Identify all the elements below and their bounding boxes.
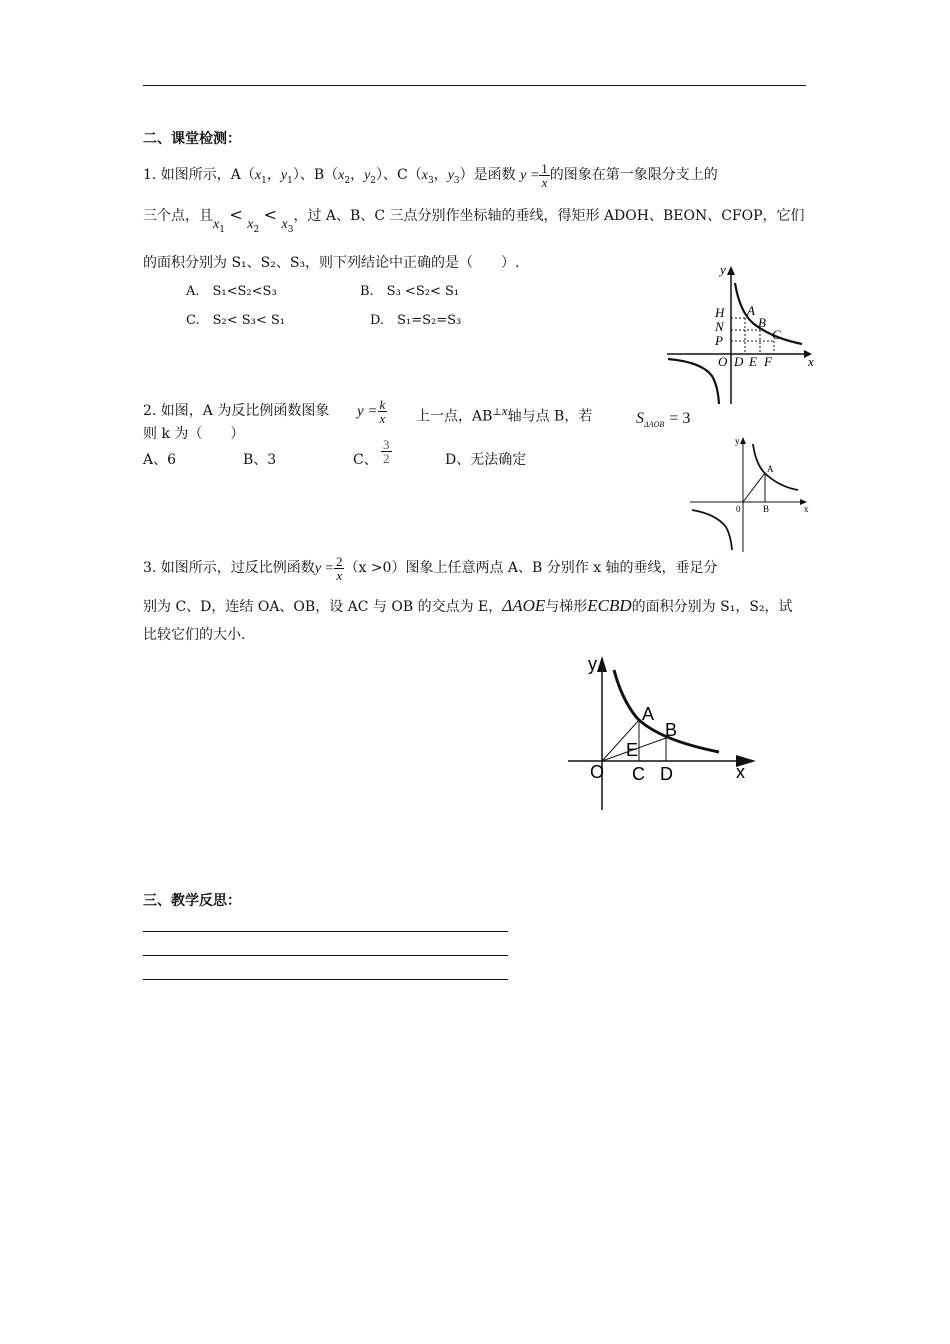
- q1-x3-sub: 3: [427, 175, 434, 186]
- q2-area-sub: ΔAOB: [644, 420, 665, 430]
- q3-label-y: y: [588, 654, 597, 674]
- q1-intro: 1. 如图所示，A（: [143, 167, 255, 183]
- reflection-line-1[interactable]: [143, 931, 508, 932]
- q1-label-d: D: [734, 354, 744, 369]
- q2-option-d: D、无法确定: [445, 452, 527, 468]
- q2-func-lhs: y =: [357, 403, 378, 420]
- q3-line2b: 与梯形: [545, 599, 588, 615]
- q1-option-b: B. S₃ <S₂< S₁: [360, 284, 460, 299]
- q2-figure: [686, 432, 814, 554]
- q2-line1b: [416, 400, 593, 425]
- q3-label-d: D: [660, 764, 673, 784]
- q3-label-e: E: [626, 740, 639, 760]
- q2-label-x: x: [804, 504, 809, 514]
- q1-label-p: P: [715, 333, 723, 348]
- q3-triangle: ΔAOE: [502, 596, 546, 615]
- q2-label-y: y: [735, 436, 740, 446]
- q3-figure: [564, 650, 764, 814]
- q2-func-num: k: [379, 397, 386, 412]
- q1-x1: x: [254, 168, 262, 183]
- q2-line2: 则 k 为（ ）: [143, 426, 245, 442]
- q2-area-s: S: [636, 410, 644, 427]
- q1-x1-sub: 1: [261, 175, 267, 186]
- reflection-line-2[interactable]: [143, 955, 508, 956]
- q1-lt2: <: [263, 205, 278, 224]
- q1-y3-sub: 3: [453, 175, 460, 186]
- q3-line2c: 的面积分别为 S₁，S₂，试: [631, 599, 793, 615]
- q1-lt1: <: [229, 205, 243, 224]
- q3-label-o: O: [590, 762, 605, 782]
- q1-line2b: ，过 A、B、C 三点分别作坐标轴的垂线，得矩形 ADOH、BEON、CFOP，它们: [293, 208, 805, 224]
- q1-ineq-x3: x: [281, 217, 288, 232]
- q3-y-arrow: [597, 656, 607, 672]
- q3-line1: [143, 551, 718, 585]
- q2-func-fraction: [378, 398, 388, 425]
- q1-ineq-x1: x: [213, 217, 220, 232]
- q1-func-label: ）是函数: [459, 167, 516, 183]
- q2-line1: [143, 400, 329, 422]
- q1-y1-sub: 1: [287, 175, 293, 186]
- q2-segment-oa: [743, 473, 765, 502]
- q1-ineq-s1: 1: [219, 224, 225, 235]
- header-rule: [143, 85, 806, 86]
- q1-label-b: B: [758, 315, 766, 330]
- q1-func-fraction: [539, 162, 550, 189]
- q1-label-y: y: [720, 262, 726, 277]
- q1-y3: y: [447, 168, 454, 183]
- q2-axis-text: 轴与点 B，若: [507, 408, 593, 425]
- q1-ineq-s2: 2: [253, 224, 260, 235]
- q2-label-a: A: [767, 464, 774, 474]
- q2-optc-den: 2: [383, 451, 390, 466]
- q1-func-lhs: y =: [520, 168, 540, 183]
- q1-label-h: H: [715, 305, 725, 320]
- q2-area-eq: = 3: [669, 410, 691, 427]
- q1-b-open: ）、B（: [292, 167, 339, 183]
- q1-ineq-s3: 3: [287, 224, 294, 235]
- q3-func-fraction: [334, 555, 345, 582]
- q1-label-a: A: [747, 303, 755, 318]
- q1-c-open: ）、C（: [376, 167, 422, 183]
- q3-trapezoid: ECBD: [587, 596, 632, 615]
- reflection-line-3[interactable]: [143, 979, 508, 980]
- q3-func-num: 2: [335, 553, 343, 569]
- q3-label-b: B: [665, 720, 678, 740]
- q3-label-a: A: [642, 704, 655, 724]
- q2-curve-q1: [753, 444, 798, 490]
- q2-label-b: B: [763, 504, 770, 514]
- q2-area: [636, 408, 690, 429]
- q2-y-arrow: [740, 437, 746, 444]
- q1-label-n: N: [715, 319, 724, 334]
- section-title-3: 三、教学反思：: [143, 893, 241, 909]
- q1-label-c: C: [772, 327, 781, 342]
- q1-x2-sub: 2: [344, 175, 351, 186]
- q2-label-o: 0: [736, 504, 741, 514]
- q3-label-c: C: [632, 764, 645, 784]
- q1-curve-q3: [668, 359, 719, 404]
- q2-func-den: x: [379, 411, 386, 426]
- q1-comma2: ，: [350, 167, 365, 183]
- q1-func-den: x: [539, 175, 550, 189]
- q2-mid: 上一点，AB: [416, 408, 493, 425]
- q1-y-arrow: [727, 266, 735, 275]
- q1-rest: 的图象在第一象限分支上的: [549, 167, 718, 183]
- section-title-2: 二、课堂检测：: [143, 131, 241, 147]
- q1-func-num: 1: [541, 160, 548, 176]
- q1-line2a: 三个点，且: [143, 208, 213, 224]
- q2-intro: 2. 如图，A 为反比例函数图象: [143, 403, 330, 419]
- q1-label-f: F: [764, 354, 772, 369]
- q3-label-x: x: [736, 762, 745, 782]
- q1-figure: [662, 258, 820, 408]
- q3-line2: [143, 593, 793, 619]
- q1-comma3: ，: [433, 167, 448, 183]
- q1-label-x: x: [808, 354, 814, 369]
- q2-option-b: B、3: [243, 452, 277, 468]
- q3-line2a: 别为 C、D，连结 OA、OB，设 AC 与 OB 的交点为 E，: [143, 599, 503, 615]
- q1-y2-sub: 2: [370, 175, 377, 186]
- q3-intro: 3. 如图所示，过反比例函数: [143, 560, 315, 576]
- q1-y2: y: [364, 168, 371, 183]
- q3-line3: 比较它们的大小.: [143, 627, 246, 643]
- q3-rest: （x >0）图象上任意两点 A、B 分别作 x 轴的垂线，垂足分: [344, 560, 718, 576]
- q1-option-c: C. S₂< S₃< S₁: [186, 313, 286, 328]
- q3-func-den: x: [334, 568, 345, 582]
- q2-option-c-frac: [381, 438, 392, 465]
- q1-option-a: A. S₁<S₂<S₃: [186, 284, 277, 299]
- q2-option-c-label: C、: [353, 452, 378, 468]
- q1-ineq-x2: x: [247, 217, 254, 232]
- q1-y1: y: [280, 168, 288, 183]
- q2-x: x: [501, 403, 508, 418]
- q1-line2: [143, 200, 805, 235]
- q1-line1: [143, 158, 718, 192]
- q1-line3: 的面积分别为 S₁、S₂、S₃，则下列结论中正确的是（ ）.: [143, 255, 520, 271]
- q1-comma1: ，: [266, 167, 281, 183]
- q1-x2: x: [338, 168, 345, 183]
- q1-label-e: E: [749, 354, 757, 369]
- q1-option-d: D. S₁=S₂=S₃: [370, 313, 462, 328]
- q2-optc-num: 3: [383, 437, 390, 452]
- q2-curve-q3: [692, 510, 732, 550]
- q2-func: [357, 398, 387, 425]
- q2-optc-fraction: [381, 438, 392, 465]
- q2-perp: ⊥: [492, 407, 502, 418]
- q2-option-a: A、6: [143, 452, 177, 468]
- q1-label-o: O: [718, 354, 728, 369]
- q3-func-lhs: y =: [314, 561, 334, 576]
- q1-x3: x: [421, 168, 428, 183]
